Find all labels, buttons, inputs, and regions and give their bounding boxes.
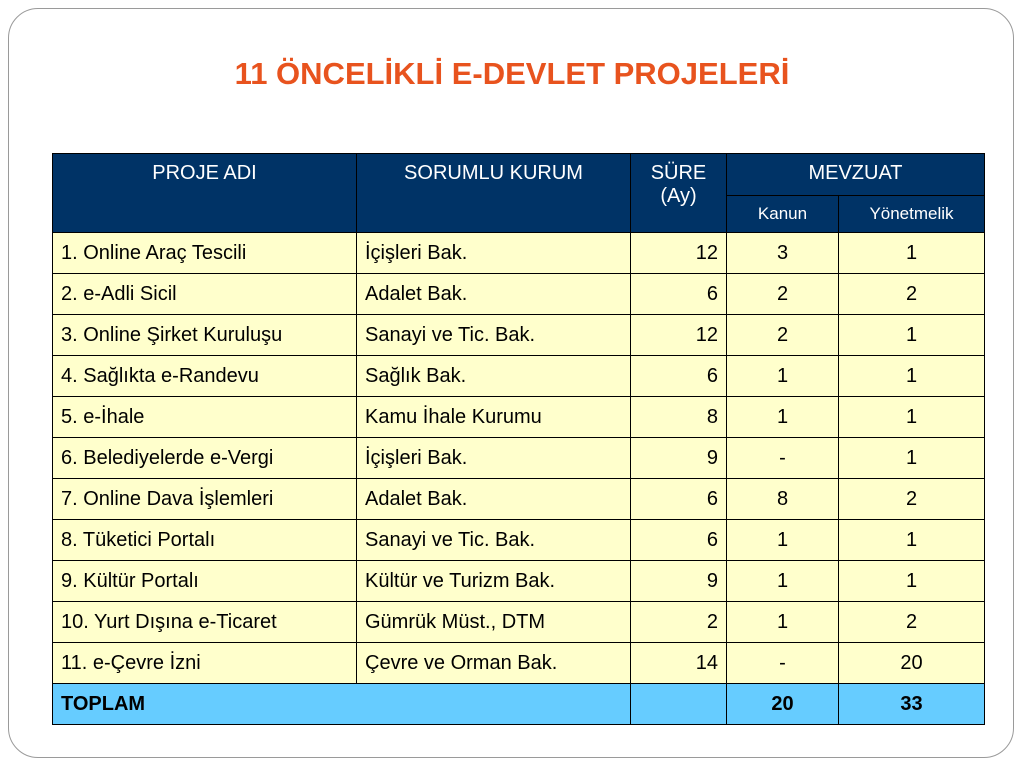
project-cell: 7. Online Dava İşlemleri	[53, 479, 357, 520]
duration-cell: 6	[631, 274, 727, 315]
projects-table	[52, 153, 985, 725]
institution-cell: Çevre ve Orman Bak.	[357, 643, 631, 684]
institution-cell: Kamu İhale Kurumu	[357, 397, 631, 438]
table-row	[53, 643, 985, 684]
regulation-cell: 1	[839, 438, 985, 479]
header-legislation: MEVZUAT	[727, 154, 985, 196]
regulation-cell: 20	[839, 643, 985, 684]
project-cell: 6. Belediyelerde e-Vergi	[53, 438, 357, 479]
duration-cell: 2	[631, 602, 727, 643]
law-cell: 2	[727, 274, 839, 315]
law-cell: -	[727, 643, 839, 684]
project-cell: 3. Online Şirket Kuruluşu	[53, 315, 357, 356]
institution-cell: Sağlık Bak.	[357, 356, 631, 397]
slide-title: 11 ÖNCELİKLİ E-DEVLET PROJELERİ	[234, 56, 790, 91]
project-cell: 9. Kültür Portalı	[53, 561, 357, 602]
table-row	[53, 356, 985, 397]
institution-cell: Sanayi ve Tic. Bak.	[357, 520, 631, 561]
total-label: TOPLAM	[53, 684, 631, 725]
table-body	[53, 233, 985, 725]
institution-cell: Gümrük Müst., DTM	[357, 602, 631, 643]
total-law: 20	[727, 684, 839, 725]
duration-cell: 9	[631, 561, 727, 602]
institution-cell: İçişleri Bak.	[357, 438, 631, 479]
law-cell: 8	[727, 479, 839, 520]
table-row	[53, 438, 985, 479]
table-row	[53, 315, 985, 356]
header-project: PROJE ADI	[53, 154, 357, 233]
duration-cell: 12	[631, 233, 727, 274]
header-law: Kanun	[727, 196, 839, 233]
regulation-cell: 1	[839, 520, 985, 561]
duration-cell: 14	[631, 643, 727, 684]
duration-cell: 6	[631, 356, 727, 397]
header-duration-line2: (Ay)	[660, 185, 697, 207]
regulation-cell: 1	[839, 356, 985, 397]
project-cell: 10. Yurt Dışına e-Ticaret	[53, 602, 357, 643]
institution-cell: Adalet Bak.	[357, 479, 631, 520]
law-cell: 2	[727, 315, 839, 356]
table-row	[53, 397, 985, 438]
table-row	[53, 233, 985, 274]
law-cell: -	[727, 438, 839, 479]
regulation-cell: 1	[839, 561, 985, 602]
header-institution: SORUMLU KURUM	[357, 154, 631, 233]
law-cell: 1	[727, 602, 839, 643]
table-row	[53, 479, 985, 520]
institution-cell: Adalet Bak.	[357, 274, 631, 315]
regulation-cell: 1	[839, 233, 985, 274]
project-cell: 11. e-Çevre İzni	[53, 643, 357, 684]
duration-cell: 12	[631, 315, 727, 356]
project-cell: 8. Tüketici Portalı	[53, 520, 357, 561]
duration-cell: 6	[631, 479, 727, 520]
table-row	[53, 602, 985, 643]
duration-cell: 8	[631, 397, 727, 438]
header-duration-line1: SÜRE	[650, 162, 707, 184]
project-cell: 1. Online Araç Tescili	[53, 233, 357, 274]
project-cell: 2. e-Adli Sicil	[53, 274, 357, 315]
total-row	[53, 684, 985, 725]
regulation-cell: 2	[839, 479, 985, 520]
institution-cell: İçişleri Bak.	[357, 233, 631, 274]
duration-cell: 6	[631, 520, 727, 561]
regulation-cell: 2	[839, 274, 985, 315]
law-cell: 1	[727, 561, 839, 602]
regulation-cell: 1	[839, 397, 985, 438]
project-cell: 4. Sağlıkta e-Randevu	[53, 356, 357, 397]
total-duration	[631, 684, 727, 725]
law-cell: 1	[727, 356, 839, 397]
duration-cell: 9	[631, 438, 727, 479]
table-row	[53, 561, 985, 602]
institution-cell: Kültür ve Turizm Bak.	[357, 561, 631, 602]
law-cell: 1	[727, 520, 839, 561]
table-row	[53, 520, 985, 561]
header-duration	[631, 154, 727, 233]
law-cell: 3	[727, 233, 839, 274]
institution-cell: Sanayi ve Tic. Bak.	[357, 315, 631, 356]
project-cell: 5. e-İhale	[53, 397, 357, 438]
table-row	[53, 274, 985, 315]
regulation-cell: 1	[839, 315, 985, 356]
total-regulation: 33	[839, 684, 985, 725]
header-regulation: Yönetmelik	[839, 196, 985, 233]
law-cell: 1	[727, 397, 839, 438]
regulation-cell: 2	[839, 602, 985, 643]
